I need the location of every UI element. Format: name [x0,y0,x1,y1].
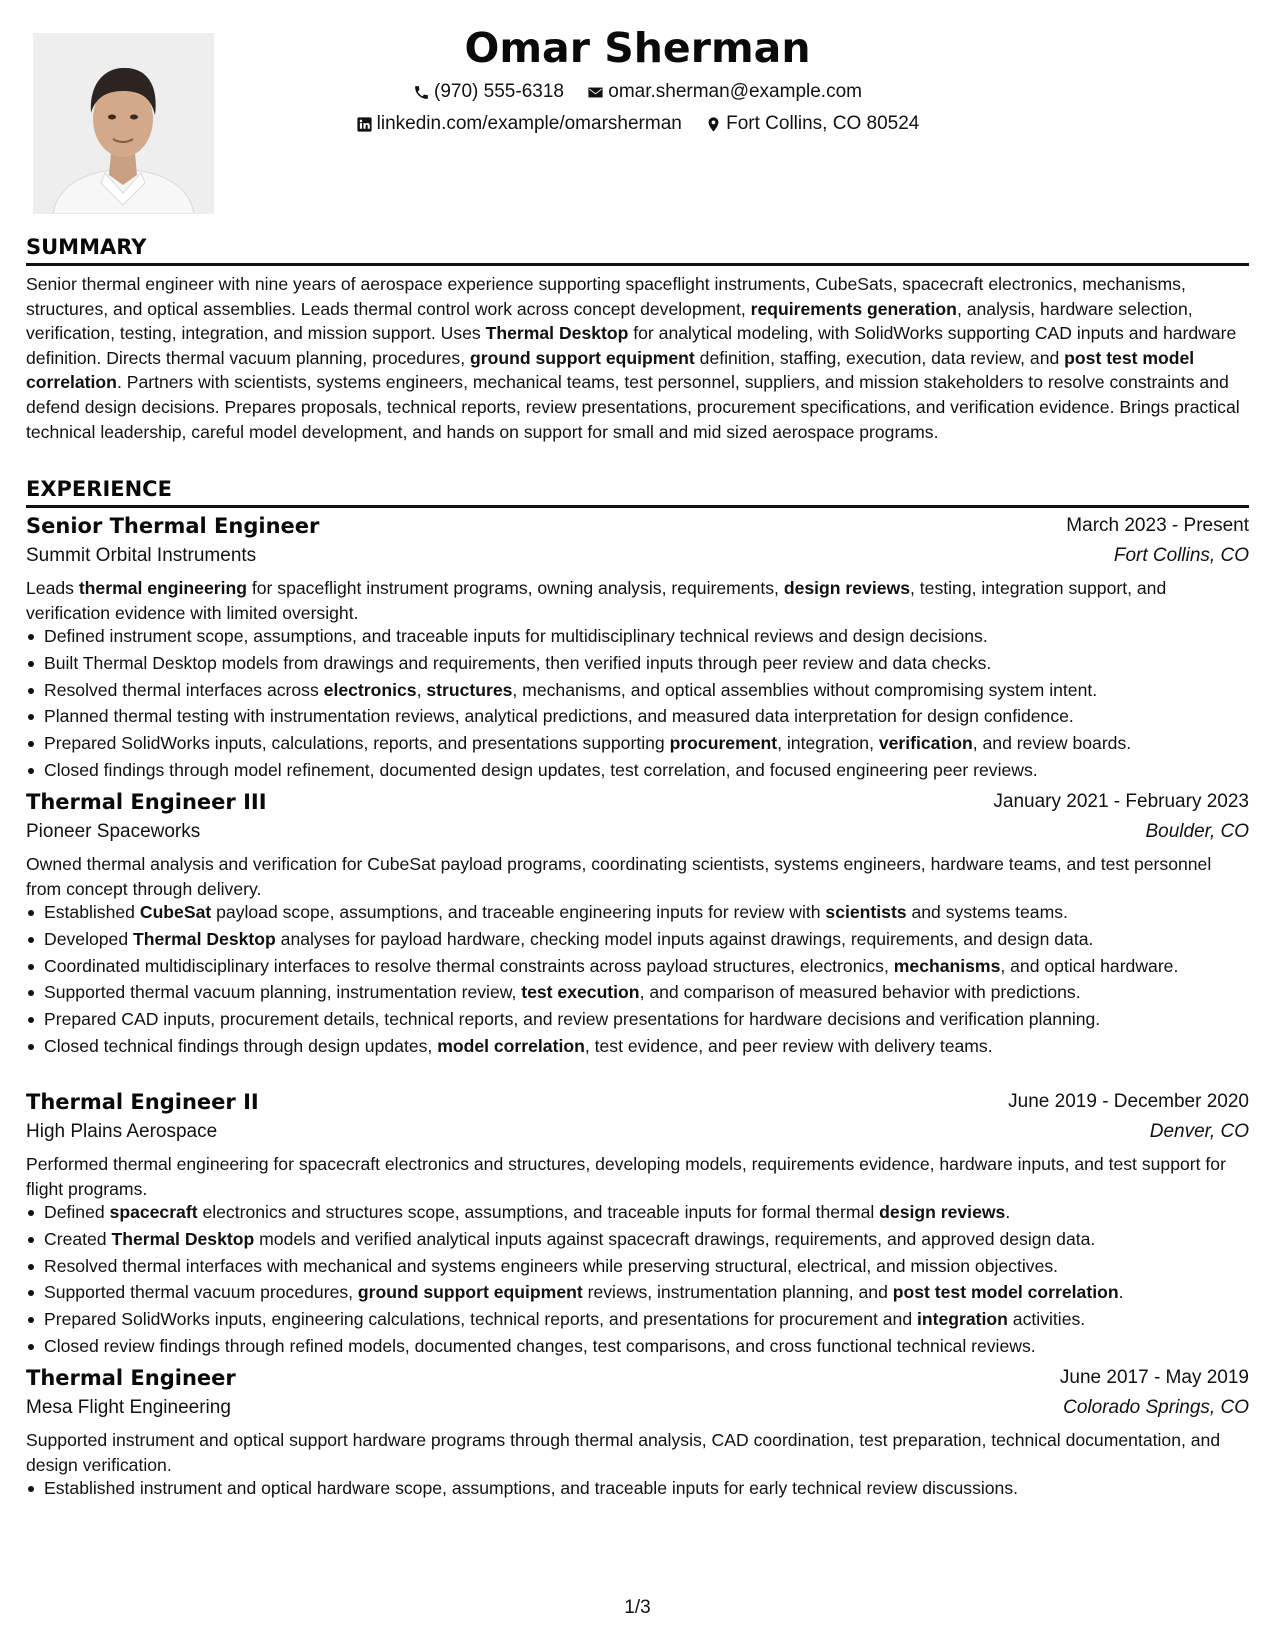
list-item: Supported thermal vacuum procedures, ground support equipment reviews, instrumentation planning, and post test model correlation. [44,1280,1269,1305]
list-item: Built Thermal Desktop models from drawings and requirements, then verified inputs through peer review and data checks. [44,651,1269,676]
job-location: Colorado Springs, CO [1063,1397,1249,1418]
list-item: Prepared SolidWorks inputs, calculations, reports, and presentations supporting procurement, integration, verification, and review boards. [44,731,1269,756]
job-bullets [26,900,1269,1061]
job-location: Boulder, CO [1145,821,1249,842]
phone-icon [413,84,430,101]
job-location: Denver, CO [1149,1121,1249,1142]
location-text: Fort Collins, CO 80524 [726,113,920,134]
job-title: Thermal Engineer [26,1366,236,1390]
job-company: High Plains Aerospace [26,1121,218,1142]
summary-bold: ground support equipment [469,347,695,368]
linkedin-icon [356,116,373,133]
summary-text [26,272,1251,444]
job-bullets [26,1200,1269,1361]
list-item: Prepared SolidWorks inputs, engineering calculations, technical reports, and presentations for procurement and integration activities. [44,1307,1269,1332]
list-item: Closed technical findings through design updates, model correlation, test evidence, and peer review with delivery teams. [44,1034,1269,1059]
intro-bold: thermal engineering [78,578,247,598]
job-title: Thermal Engineer II [26,1090,259,1114]
job-dates: January 2021 - February 2023 [993,791,1249,812]
list-item: Resolved thermal interfaces with mechanical and systems engineers while preserving structural, electrical, and mission objectives. [44,1254,1269,1279]
job-company: Pioneer Spaceworks [26,821,201,842]
list-item: Closed findings through model refinement, documented design updates, test correlation, and focused engineering peer reviews. [44,758,1269,783]
list-item: Resolved thermal interfaces across electronics, structures, mechanisms, and optical assemblies without compromising system intent. [44,678,1269,703]
linkedin-text: linkedin.com/example/omarsherman [376,113,682,134]
job-company: Summit Orbital Instruments [26,545,257,566]
list-item: Closed review findings through refined models, documented changes, test comparisons, and cross functional technical reviews. [44,1334,1269,1359]
job-intro [26,852,1251,901]
email-item[interactable] [587,80,862,104]
list-item: Created Thermal Desktop models and verified analytical inputs against spacecraft drawings, requirements, and approved design data. [44,1227,1269,1252]
email-icon [587,84,604,101]
summary-divider [26,263,1249,266]
intro-part: for spaceflight instrument programs, owning analysis, requirements, [246,578,784,598]
location-item [705,112,919,136]
summary-heading: SUMMARY [26,235,147,259]
summary-part: for analytical modeling, with SolidWorks supporting CAD inputs and hardware definition. Directs thermal vacuum planning, procedures, [26,323,1237,368]
contact-line-1 [0,80,1275,108]
summary-bold: Thermal Desktop [485,323,629,344]
linkedin-item[interactable] [356,112,682,136]
job-intro [26,576,1251,625]
intro-part: Performed thermal engineering for spacecraft electronics and structures, developing models, requirements evidence, hardware inputs, and test support for flight programs. [26,1154,1226,1199]
summary-part: definition, staffing, execution, data review, and [694,347,1065,368]
job-intro [26,1428,1251,1477]
list-item: Established CubeSat payload scope, assumptions, and traceable engineering inputs for review with scientists and systems teams. [44,900,1269,925]
list-item: Defined spacecraft electronics and structures scope, assumptions, and traceable inputs for formal thermal design reviews. [44,1200,1269,1225]
list-item: Developed Thermal Desktop analyses for payload hardware, checking model inputs against drawings, requirements, and design data. [44,927,1269,952]
list-item: Coordinated multidisciplinary interfaces to resolve thermal constraints across payload structures, electronics, mechanisms, and optical hardware. [44,954,1269,979]
candidate-name: Omar Sherman [464,24,811,72]
phone-text: (970) 555-6318 [434,81,564,102]
job-location: Fort Collins, CO [1113,545,1249,566]
job-dates: June 2019 - December 2020 [1008,1091,1249,1112]
job-title: Senior Thermal Engineer [26,514,320,538]
email-text: omar.sherman@example.com [608,81,862,102]
job-bullets [26,1476,1269,1503]
job-dates: March 2023 - Present [1066,515,1249,536]
experience-heading: EXPERIENCE [26,477,172,501]
list-item: Prepared CAD inputs, procurement details, technical reports, and review presentations for hardware decisions and verification planning. [44,1007,1269,1032]
intro-part: Supported instrument and optical support hardware programs through thermal analysis, CAD coordination, test preparation, technical documentation, and design verification. [26,1430,1221,1475]
summary-part: . Partners with scientists, systems engineers, mechanical teams, test personnel, suppliers, and mission stakeholders to resolve constraints and defend design decisions. Prepares proposals, technical reports, review presentations, procurement specifications, and verification evidence. Brings practical technical leadership, careful model development, and hands on support for small and mid sized aerospace programs. [26,372,1240,442]
job-intro [26,1152,1251,1201]
job-dates: June 2017 - May 2019 [1059,1367,1249,1388]
contact-line-2 [0,112,1275,140]
intro-part: Owned thermal analysis and verification for CubeSat payload programs, coordinating scientists, systems engineers, hardware teams, and test personnel from concept through delivery. [26,854,1212,899]
intro-bold: design reviews [783,578,910,598]
list-item: Supported thermal vacuum planning, instrumentation review, test execution, and comparison of measured behavior with predictions. [44,980,1269,1005]
list-item: Defined instrument scope, assumptions, and traceable inputs for multidisciplinary technical reviews and design decisions. [44,624,1269,649]
summary-part: Senior thermal engineer with nine years of aerospace experience supporting spaceflight instruments, CubeSats, spacecraft electronics, mechanisms, structures, and optical assemblies. Leads thermal control work across concept development, [26,274,1186,319]
intro-part: Leads [26,578,79,598]
job-company: Mesa Flight Engineering [26,1397,231,1418]
experience-divider [26,505,1249,508]
job-bullets [26,624,1269,785]
summary-bold: requirements generation [750,298,957,319]
summary-part: , analysis, hardware selection, verification, testing, integration, and mission support. Uses [26,298,1193,344]
map-pin-icon [705,116,722,133]
job-title: Thermal Engineer III [26,790,267,814]
intro-part: , testing, integration support, and verification evidence with limited oversight. [26,578,1167,623]
summary-bold: post test model correlation [26,347,1195,393]
list-item: Established instrument and optical hardware scope, assumptions, and traceable inputs for early technical review discussions. [44,1476,1269,1501]
page-number: 1/3 [624,1597,651,1618]
phone-item[interactable] [413,80,564,104]
list-item: Planned thermal testing with instrumentation reviews, analytical predictions, and measured data interpretation for design confidence. [44,704,1269,729]
